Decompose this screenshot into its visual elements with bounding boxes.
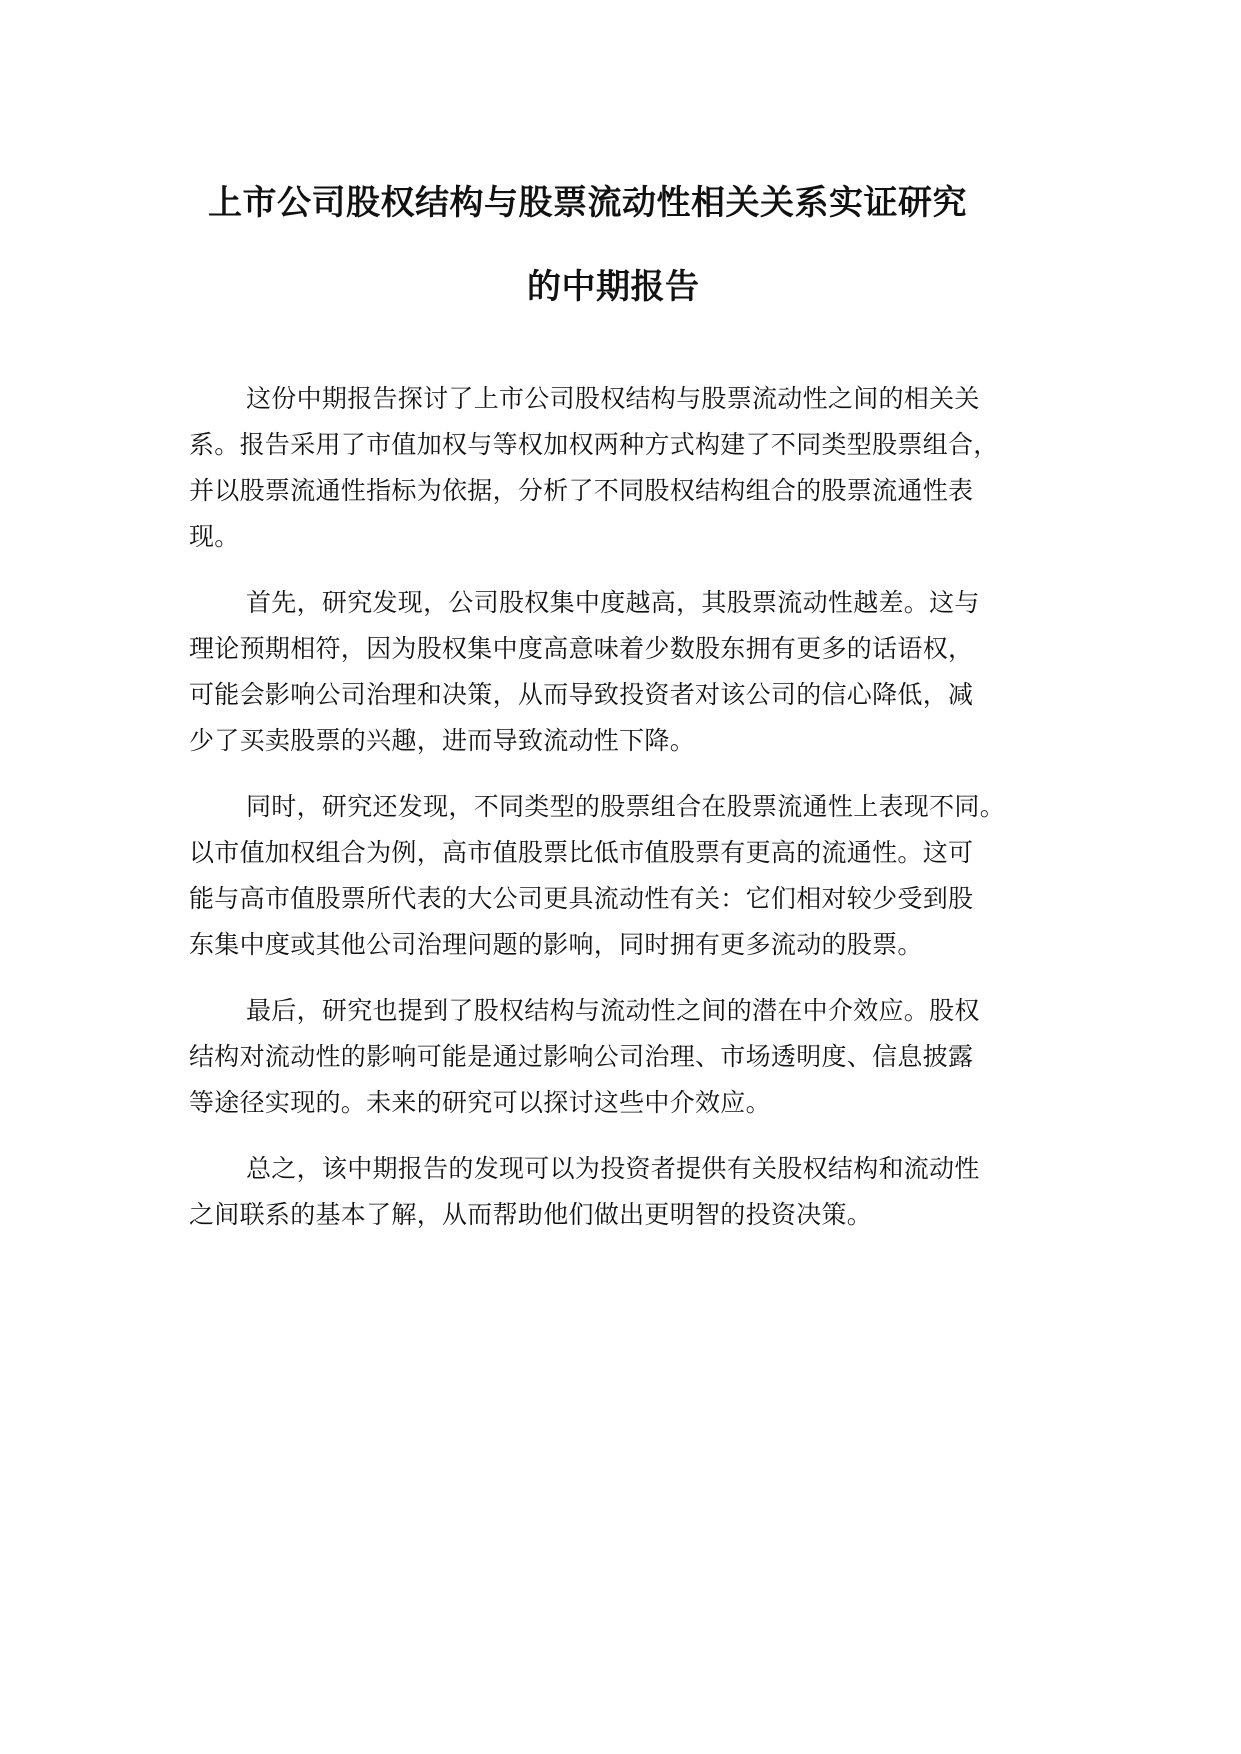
paragraph-1-line-1: 这份中期报告探讨了上市公司股权结构与股票流动性之间的相关关: [246, 384, 980, 413]
paragraph-5-line-2: 之间联系的基本了解，从而帮助他们做出更明智的投资决策。: [189, 1200, 873, 1229]
paragraph-3-line-4: 东集中度或其他公司治理问题的影响，同时拥有更多流动的股票。: [189, 930, 923, 959]
paragraph-2-line-3: 可能会影响公司治理和决策，从而导致投资者对该公司的信心降低，减: [189, 680, 974, 709]
paragraph-2-line-1: 首先，研究发现，公司股权集中度越高，其股票流动性越差。这与: [246, 588, 980, 617]
document-title-line-2: 的中期报告: [527, 267, 700, 307]
paragraph-1-line-4: 现。: [189, 522, 240, 551]
paragraph-4-line-1: 最后，研究也提到了股权结构与流动性之间的潜在中介效应。股权: [246, 996, 980, 1025]
paragraph-4-line-3: 等途径实现的。未来的研究可以探讨这些中介效应。: [189, 1088, 771, 1117]
paragraph-2-line-2: 理论预期相符，因为股权集中度高意味着少数股东拥有更多的话语权，: [189, 634, 974, 663]
document-title-line-1: 上市公司股权结构与股票流动性相关关系实证研究: [208, 183, 967, 223]
paragraph-5-line-1: 总之，该中期报告的发现可以为投资者提供有关股权结构和流动性: [246, 1154, 980, 1183]
paragraph-1-line-2: 系。报告采用了市值加权与等权加权两种方式构建了不同类型股票组合，: [189, 430, 999, 459]
paragraph-1-line-3: 并以股票流通性指标为依据，分析了不同股权结构组合的股票流通性表: [189, 476, 974, 505]
paragraph-2-line-4: 少了买卖股票的兴趣，进而导致流动性下降。: [189, 726, 696, 755]
paragraph-3-line-2: 以市值加权组合为例，高市值股票比低市值股票有更高的流通性。这可: [189, 838, 974, 867]
paragraph-3-line-1: 同时，研究还发现，不同类型的股票组合在股票流通性上表现不同。: [246, 792, 1006, 821]
paragraph-4-line-2: 结构对流动性的影响可能是通过影响公司治理、市场透明度、信息披露: [189, 1042, 974, 1071]
paragraph-3-line-3: 能与高市值股票所代表的大公司更具流动性有关：它们相对较少受到股: [189, 884, 974, 913]
